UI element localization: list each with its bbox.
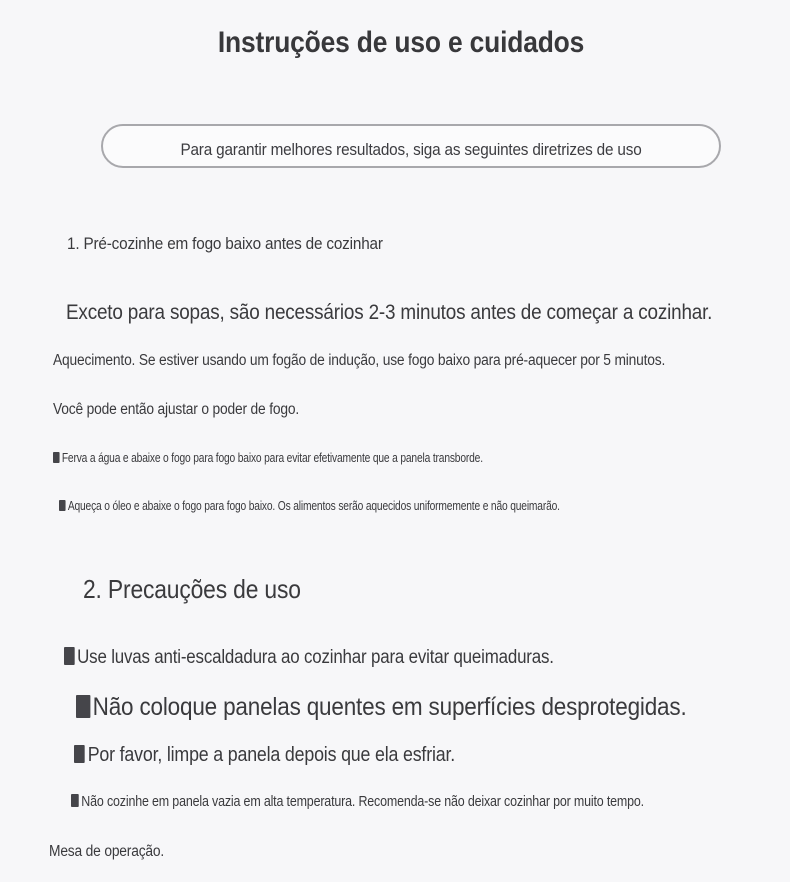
section-1-line-2: Aquecimento. Se estiver usando um fogão de indução, use fogo baixo para pré-aquecer por 5 minutos.: [53, 352, 666, 369]
section-1-bullet-1: [53, 451, 483, 465]
section-2-item-4: [71, 794, 644, 810]
bullet-marker-icon: [76, 695, 90, 718]
section-2-heading: 2. Precauções de uso: [83, 574, 301, 604]
section-2-item-3: [74, 744, 455, 767]
bullet-marker-icon: [64, 647, 74, 664]
bullet-marker-icon: [59, 500, 65, 512]
section-2-item-3-text: Por favor, limpe a panela depois que ela esfriar.: [87, 744, 455, 766]
section-2-trailing-line: Mesa de operação.: [49, 843, 165, 860]
section-1-line-3: Você pode então ajustar o poder de fogo.: [53, 401, 299, 418]
section-1-heading: 1. Pré-cozinhe em fogo baixo antes de cozinhar: [67, 234, 383, 253]
bullet-marker-icon: [71, 794, 79, 807]
section-1-bullet-1-text: Ferva a água e abaixe o fogo para fogo baixo para evitar efetivamente que a panela transborde.: [61, 451, 483, 465]
section-1-line-1: Exceto para sopas, são necessários 2-3 minutos antes de começar a cozinhar.: [66, 301, 713, 324]
section-2-item-2: [76, 693, 687, 722]
page-title: Instruções de uso e cuidados: [217, 26, 585, 59]
section-2-item-4-text: Não cozinhe em panela vazia em alta temperatura. Recomenda-se não deixar cozinhar por muito tempo.: [81, 794, 644, 810]
section-1-bullet-2: [59, 499, 560, 513]
bullet-marker-icon: [53, 452, 59, 464]
section-2-item-1-text: Use luvas anti-escaldadura ao cozinhar para evitar queimaduras.: [77, 647, 554, 668]
section-1-bullet-2-text: Aqueça o óleo e abaixe o fogo para fogo baixo. Os alimentos serão aquecidos uniformemente e não queimarão.: [67, 499, 560, 513]
section-2-item-2-text: Não coloque panelas quentes em superfícies desprotegidas.: [92, 693, 687, 721]
guidelines-banner-text: Para garantir melhores resultados, siga as seguintes diretrizes de uso: [180, 140, 642, 159]
bullet-marker-icon: [74, 745, 85, 763]
section-2-item-1: [64, 647, 554, 669]
